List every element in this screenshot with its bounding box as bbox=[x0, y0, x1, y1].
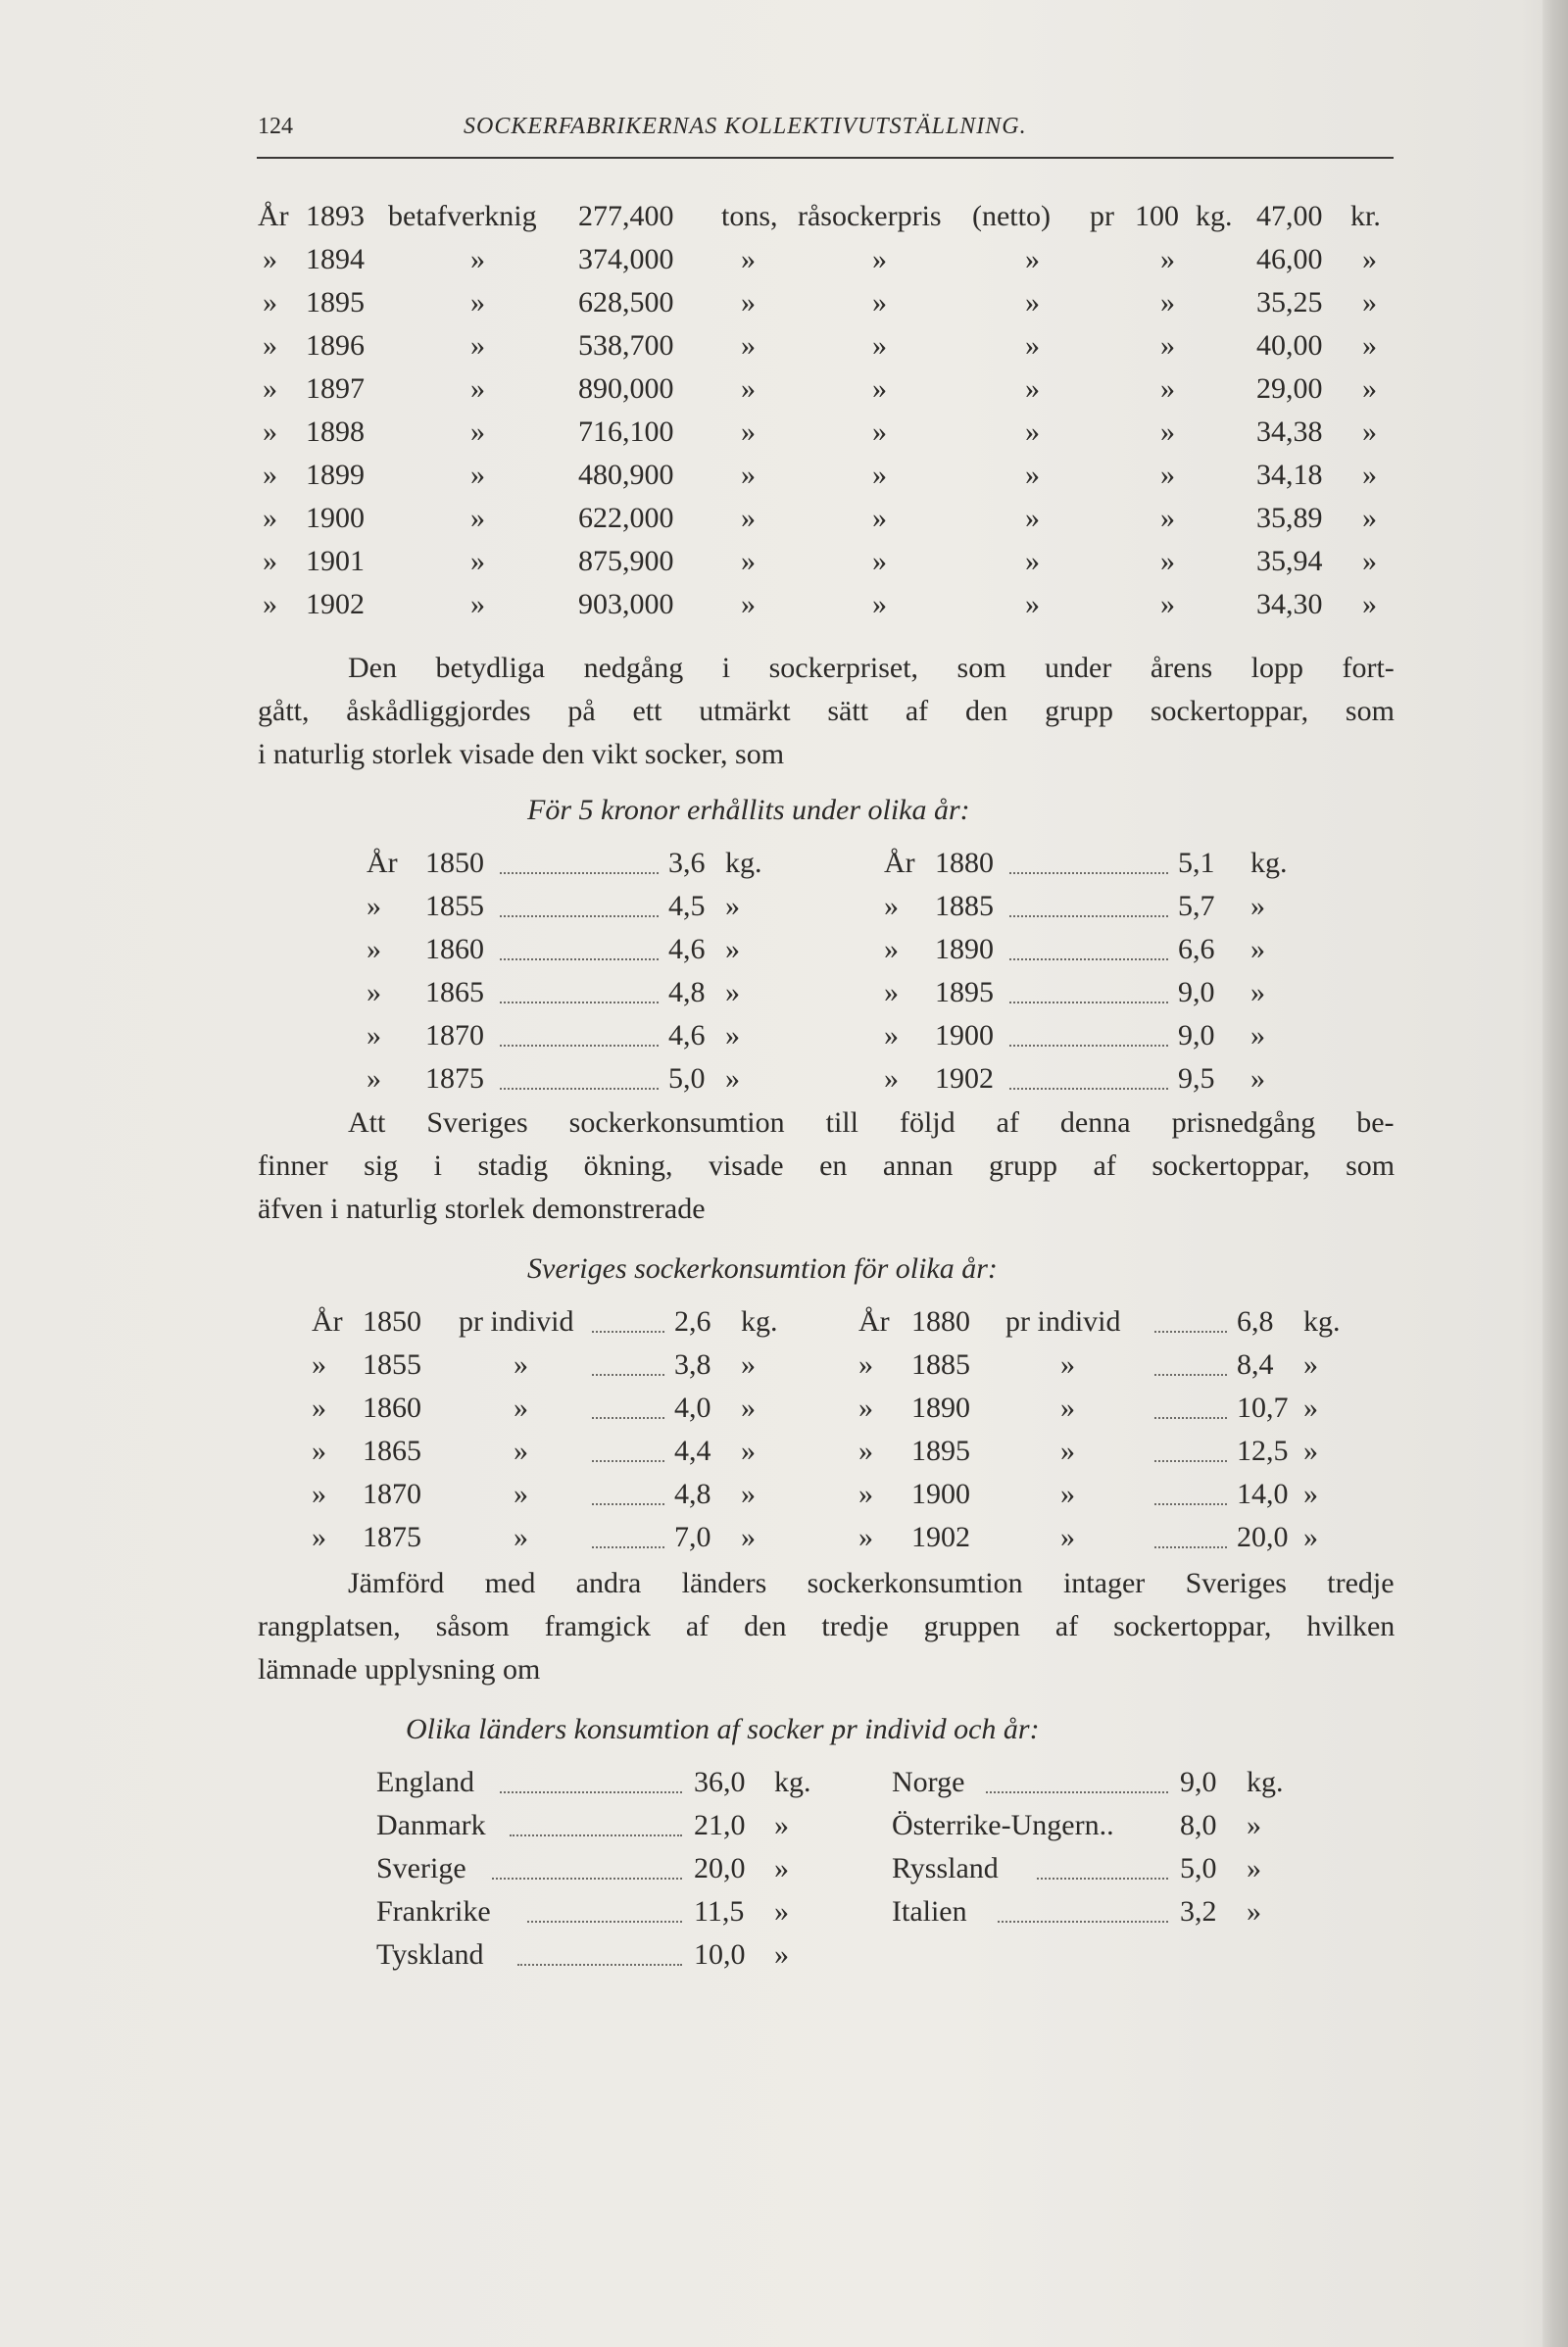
value-cell: 4,0 bbox=[674, 1392, 711, 1424]
ditto-mark: » bbox=[741, 1348, 756, 1381]
ditto-mark: » bbox=[263, 416, 277, 448]
ditto-mark: » bbox=[470, 545, 485, 577]
ditto-mark: » bbox=[872, 372, 887, 405]
dot-leader bbox=[527, 1921, 682, 1923]
country-cell: Frankrike bbox=[376, 1895, 491, 1928]
value-cell: 36,0 bbox=[694, 1766, 746, 1798]
ditto-mark: » bbox=[1250, 890, 1265, 922]
amount-cell: 716,100 bbox=[578, 416, 674, 448]
ditto-mark: » bbox=[774, 1809, 789, 1841]
year-cell: 1890 bbox=[911, 1392, 970, 1424]
ditto-mark: » bbox=[1025, 329, 1040, 362]
dot-leader bbox=[1154, 1546, 1227, 1548]
ditto-mark: » bbox=[312, 1392, 326, 1424]
ditto-mark: » bbox=[872, 416, 887, 448]
value-cell: 10,0 bbox=[694, 1938, 746, 1971]
ditto-mark: » bbox=[1060, 1392, 1075, 1424]
ditto-mark: » bbox=[1250, 1019, 1265, 1051]
ditto-mark: » bbox=[514, 1478, 528, 1510]
ditto-mark: » bbox=[470, 416, 485, 448]
dot-leader bbox=[500, 958, 659, 960]
paren-cell: (netto) bbox=[972, 200, 1051, 232]
running-title: SOCKERFABRIKERNAS KOLLEKTIVUTSTÄLLNING. bbox=[464, 114, 1027, 139]
year-cell: 1902 bbox=[306, 588, 365, 620]
ditto-mark: » bbox=[514, 1392, 528, 1424]
ditto-mark: » bbox=[1025, 372, 1040, 405]
year-cell: 1890 bbox=[935, 933, 994, 965]
ditto-mark: » bbox=[1362, 545, 1377, 577]
country-cell: England bbox=[376, 1766, 474, 1798]
ditto-mark: » bbox=[741, 286, 756, 318]
value-cell: 21,0 bbox=[694, 1809, 746, 1841]
year-cell: 1885 bbox=[911, 1348, 970, 1381]
unit-cell: kg. bbox=[725, 847, 762, 879]
year-cell: 1855 bbox=[425, 890, 484, 922]
value-cell: 9,5 bbox=[1178, 1062, 1215, 1095]
ditto-mark: » bbox=[263, 502, 277, 534]
ditto-mark: » bbox=[1060, 1478, 1075, 1510]
value-cell: 6,8 bbox=[1237, 1305, 1274, 1338]
amount-cell: 622,000 bbox=[578, 502, 674, 534]
dot-leader bbox=[592, 1503, 664, 1505]
pr-individ-cell: pr individ bbox=[459, 1305, 574, 1338]
dot-leader bbox=[592, 1374, 664, 1376]
paragraph-line: finner sig i stadig ökning, visade en annan grupp af sockertoppar, som bbox=[258, 1149, 1396, 1182]
ditto-mark: » bbox=[872, 243, 887, 275]
ditto-mark: » bbox=[514, 1435, 528, 1467]
dot-leader bbox=[500, 915, 659, 917]
year-cell: 1899 bbox=[306, 459, 365, 491]
dot-leader bbox=[592, 1460, 664, 1462]
ditto-mark: » bbox=[1160, 286, 1175, 318]
currency-cell: kr. bbox=[1350, 200, 1381, 232]
ditto-mark: » bbox=[872, 329, 887, 362]
ditto-mark: » bbox=[1362, 502, 1377, 534]
ditto-mark: » bbox=[1025, 459, 1040, 491]
value-cell: 5,7 bbox=[1178, 890, 1215, 922]
ditto-mark: » bbox=[263, 372, 277, 405]
dot-leader bbox=[1154, 1503, 1227, 1505]
ditto-mark: » bbox=[741, 545, 756, 577]
price-cell: 34,18 bbox=[1256, 459, 1323, 491]
ditto-mark: » bbox=[470, 329, 485, 362]
value-cell: 20,0 bbox=[1237, 1521, 1289, 1553]
value-cell: 14,0 bbox=[1237, 1478, 1289, 1510]
ditto-mark: » bbox=[312, 1435, 326, 1467]
ditto-mark: » bbox=[1025, 243, 1040, 275]
year-cell: 1850 bbox=[363, 1305, 421, 1338]
table3-caption: Sveriges sockerkonsumtion för olika år: bbox=[527, 1252, 998, 1285]
country-cell: Danmark bbox=[376, 1809, 486, 1841]
unit-cell: tons, bbox=[721, 200, 778, 232]
ditto-mark: » bbox=[741, 459, 756, 491]
dot-leader bbox=[592, 1417, 664, 1419]
qty-cell: 100 bbox=[1135, 200, 1179, 232]
label-cell: betafverknig bbox=[388, 200, 537, 232]
header-rule bbox=[257, 157, 1394, 159]
ditto-mark: » bbox=[1362, 588, 1377, 620]
year-cell: 1885 bbox=[935, 890, 994, 922]
year-cell: 1870 bbox=[363, 1478, 421, 1510]
dot-leader bbox=[1009, 1045, 1168, 1047]
ditto-mark: » bbox=[514, 1521, 528, 1553]
year-prefix: År bbox=[312, 1305, 343, 1338]
ditto-mark: » bbox=[741, 243, 756, 275]
year-cell: 1898 bbox=[306, 416, 365, 448]
amount-cell: 277,400 bbox=[578, 200, 674, 232]
ditto-mark: » bbox=[470, 588, 485, 620]
year-cell: 1880 bbox=[911, 1305, 970, 1338]
ditto-mark: » bbox=[263, 545, 277, 577]
value-cell: 8,0 bbox=[1180, 1809, 1217, 1841]
price-cell: 35,94 bbox=[1256, 545, 1323, 577]
amount-cell: 903,000 bbox=[578, 588, 674, 620]
paragraph-line: Att Sveriges sockerkonsumtion till följd af denna prisnedgång be- bbox=[348, 1106, 1395, 1139]
ditto-mark: » bbox=[1060, 1521, 1075, 1553]
dot-leader bbox=[1154, 1331, 1227, 1333]
ditto-mark: » bbox=[1247, 1809, 1261, 1841]
year-cell: 1855 bbox=[363, 1348, 421, 1381]
ditto-mark: » bbox=[872, 459, 887, 491]
text-cell: råsockerpris bbox=[798, 200, 942, 232]
ditto-mark: » bbox=[884, 933, 899, 965]
country-cell: Norge bbox=[892, 1766, 965, 1798]
ditto-mark: » bbox=[1025, 545, 1040, 577]
ditto-mark: » bbox=[725, 933, 740, 965]
year-cell: 1880 bbox=[935, 847, 994, 879]
year-cell: 1865 bbox=[425, 976, 484, 1008]
ditto-mark: » bbox=[1160, 372, 1175, 405]
ditto-mark: » bbox=[1160, 416, 1175, 448]
year-cell: 1895 bbox=[306, 286, 365, 318]
value-cell: 3,6 bbox=[668, 847, 706, 879]
table4-caption: Olika länders konsumtion af socker pr individ och år: bbox=[406, 1713, 1040, 1745]
value-cell: 3,2 bbox=[1180, 1895, 1217, 1928]
value-cell: 5,0 bbox=[1180, 1852, 1217, 1884]
year-cell: 1870 bbox=[425, 1019, 484, 1051]
ditto-mark: » bbox=[741, 588, 756, 620]
dot-leader bbox=[510, 1834, 682, 1836]
amount-cell: 628,500 bbox=[578, 286, 674, 318]
value-cell: 4,6 bbox=[668, 1019, 706, 1051]
ditto-mark: » bbox=[1303, 1435, 1318, 1467]
ditto-mark: » bbox=[367, 1062, 381, 1095]
year-cell: 1895 bbox=[935, 976, 994, 1008]
ditto-mark: » bbox=[1160, 329, 1175, 362]
ditto-mark: » bbox=[858, 1392, 873, 1424]
value-cell: 8,4 bbox=[1237, 1348, 1274, 1381]
price-cell: 47,00 bbox=[1256, 200, 1323, 232]
ditto-mark: » bbox=[884, 976, 899, 1008]
unit-cell: kg. bbox=[741, 1305, 778, 1338]
pr-individ-cell: pr individ bbox=[1005, 1305, 1121, 1338]
ditto-mark: » bbox=[1160, 243, 1175, 275]
amount-cell: 875,900 bbox=[578, 545, 674, 577]
dot-leader bbox=[1009, 915, 1168, 917]
year-prefix: År bbox=[858, 1305, 890, 1338]
ditto-mark: » bbox=[774, 1938, 789, 1971]
ditto-mark: » bbox=[470, 502, 485, 534]
ditto-mark: » bbox=[1025, 286, 1040, 318]
value-cell: 10,7 bbox=[1237, 1392, 1289, 1424]
year-cell: 1875 bbox=[363, 1521, 421, 1553]
year-prefix: År bbox=[884, 847, 915, 879]
ditto-mark: » bbox=[741, 329, 756, 362]
ditto-mark: » bbox=[1025, 502, 1040, 534]
ditto-mark: » bbox=[884, 890, 899, 922]
ditto-mark: » bbox=[1250, 933, 1265, 965]
ditto-mark: » bbox=[884, 1062, 899, 1095]
ditto-mark: » bbox=[872, 286, 887, 318]
year-cell: 1902 bbox=[911, 1521, 970, 1553]
page-edge bbox=[1543, 0, 1568, 2347]
value-cell: 4,4 bbox=[674, 1435, 711, 1467]
value-cell: 7,0 bbox=[674, 1521, 711, 1553]
year-cell: 1865 bbox=[363, 1435, 421, 1467]
dot-leader bbox=[500, 1045, 659, 1047]
unit-cell: kg. bbox=[1250, 847, 1288, 879]
dot-leader bbox=[500, 1002, 659, 1003]
ditto-mark: » bbox=[514, 1348, 528, 1381]
paragraph-line: Den betydliga nedgång i sockerpriset, som under årens lopp fort- bbox=[348, 652, 1395, 684]
kg-cell: kg. bbox=[1196, 200, 1233, 232]
ditto-mark: » bbox=[725, 1019, 740, 1051]
country-cell: Italien bbox=[892, 1895, 967, 1928]
ditto-mark: » bbox=[1362, 329, 1377, 362]
dot-leader bbox=[1154, 1460, 1227, 1462]
dot-leader bbox=[1154, 1417, 1227, 1419]
ditto-mark: » bbox=[858, 1348, 873, 1381]
paragraph-line: lämnade upplysning om bbox=[258, 1653, 541, 1686]
ditto-mark: » bbox=[774, 1852, 789, 1884]
paragraph-line: äfven i naturlig storlek demonstrerade bbox=[258, 1193, 706, 1225]
paragraph-3 bbox=[258, 1562, 1395, 1691]
ditto-mark: » bbox=[725, 1062, 740, 1095]
value-cell: 9,0 bbox=[1178, 976, 1215, 1008]
ditto-mark: » bbox=[263, 459, 277, 491]
ditto-mark: » bbox=[1303, 1478, 1318, 1510]
ditto-mark: » bbox=[367, 933, 381, 965]
value-cell: 5,0 bbox=[668, 1062, 706, 1095]
ditto-mark: » bbox=[312, 1521, 326, 1553]
ditto-mark: » bbox=[263, 329, 277, 362]
dot-leader bbox=[1009, 872, 1168, 874]
dot-leader bbox=[998, 1921, 1168, 1923]
ditto-mark: » bbox=[1362, 372, 1377, 405]
price-cell: 46,00 bbox=[1256, 243, 1323, 275]
ditto-mark: » bbox=[1160, 588, 1175, 620]
value-cell: 6,6 bbox=[1178, 933, 1215, 965]
ditto-mark: » bbox=[1250, 1062, 1265, 1095]
ditto-mark: » bbox=[884, 1019, 899, 1051]
unit-cell: kg. bbox=[1303, 1305, 1341, 1338]
value-cell: 4,6 bbox=[668, 933, 706, 965]
paragraph-1 bbox=[258, 647, 1395, 776]
value-cell: 20,0 bbox=[694, 1852, 746, 1884]
ditto-mark: » bbox=[741, 1521, 756, 1553]
value-cell: 5,1 bbox=[1178, 847, 1215, 879]
ditto-mark: » bbox=[872, 545, 887, 577]
ditto-mark: » bbox=[872, 502, 887, 534]
ditto-mark: » bbox=[470, 372, 485, 405]
dot-leader bbox=[492, 1878, 682, 1880]
ditto-mark: » bbox=[470, 459, 485, 491]
ditto-mark: » bbox=[1362, 286, 1377, 318]
price-cell: 34,38 bbox=[1256, 416, 1323, 448]
ditto-mark: » bbox=[1362, 243, 1377, 275]
ditto-mark: » bbox=[1160, 459, 1175, 491]
table2-caption: För 5 kronor erhållits under olika år: bbox=[527, 794, 970, 826]
value-cell: 4,8 bbox=[668, 976, 706, 1008]
paragraph-2 bbox=[258, 1101, 1395, 1231]
ditto-mark: » bbox=[725, 890, 740, 922]
ditto-mark: » bbox=[367, 976, 381, 1008]
value-cell: 12,5 bbox=[1237, 1435, 1289, 1467]
ditto-mark: » bbox=[1160, 502, 1175, 534]
dot-leader bbox=[1154, 1374, 1227, 1376]
dot-leader bbox=[1009, 958, 1168, 960]
ditto-mark: » bbox=[858, 1521, 873, 1553]
ditto-mark: » bbox=[1303, 1392, 1318, 1424]
price-cell: 40,00 bbox=[1256, 329, 1323, 362]
pr-cell: pr bbox=[1090, 200, 1114, 232]
ditto-mark: » bbox=[1025, 588, 1040, 620]
ditto-mark: » bbox=[1025, 416, 1040, 448]
country-cell: Sverige bbox=[376, 1852, 466, 1884]
ditto-mark: » bbox=[263, 286, 277, 318]
dot-leader bbox=[517, 1964, 682, 1966]
paragraph-line: gått, åskådliggjordes på ett utmärkt sätt af den grupp sockertoppar, som bbox=[258, 695, 1395, 727]
ditto-mark: » bbox=[741, 372, 756, 405]
ditto-mark: » bbox=[741, 502, 756, 534]
ditto-mark: » bbox=[367, 890, 381, 922]
price-cell: 35,25 bbox=[1256, 286, 1323, 318]
page-number: 124 bbox=[258, 114, 293, 139]
year-cell: 1860 bbox=[363, 1392, 421, 1424]
page-header bbox=[258, 114, 1395, 153]
dot-leader bbox=[500, 872, 659, 874]
country-cell: Ryssland bbox=[892, 1852, 999, 1884]
value-cell: 9,0 bbox=[1178, 1019, 1215, 1051]
year-prefix: År bbox=[258, 200, 289, 232]
ditto-mark: » bbox=[1303, 1348, 1318, 1381]
ditto-mark: » bbox=[312, 1478, 326, 1510]
dot-leader bbox=[1037, 1878, 1168, 1880]
ditto-mark: » bbox=[1160, 545, 1175, 577]
ditto-mark: » bbox=[263, 588, 277, 620]
value-cell: 11,5 bbox=[694, 1895, 745, 1928]
dot-leader bbox=[500, 1791, 682, 1793]
paragraph-line: rangplatsen, såsom framgick af den tredje gruppen af sockertoppar, hvilken bbox=[258, 1610, 1396, 1642]
year-cell: 1900 bbox=[306, 502, 365, 534]
year-cell: 1893 bbox=[306, 200, 365, 232]
ditto-mark: » bbox=[367, 1019, 381, 1051]
ditto-mark: » bbox=[1247, 1895, 1261, 1928]
year-cell: 1901 bbox=[306, 545, 365, 577]
ditto-mark: » bbox=[858, 1478, 873, 1510]
year-cell: 1894 bbox=[306, 243, 365, 275]
ditto-mark: » bbox=[741, 1392, 756, 1424]
ditto-mark: » bbox=[872, 588, 887, 620]
year-prefix: År bbox=[367, 847, 398, 879]
paragraph-line: Jämförd med andra länders sockerkonsumtion intager Sveriges tredje bbox=[348, 1567, 1395, 1599]
amount-cell: 480,900 bbox=[578, 459, 674, 491]
value-cell: 9,0 bbox=[1180, 1766, 1217, 1798]
price-cell: 34,30 bbox=[1256, 588, 1323, 620]
value-cell: 3,8 bbox=[674, 1348, 711, 1381]
ditto-mark: » bbox=[741, 1478, 756, 1510]
ditto-mark: » bbox=[470, 286, 485, 318]
value-cell: 4,5 bbox=[668, 890, 706, 922]
ditto-mark: » bbox=[741, 416, 756, 448]
dot-leader bbox=[592, 1546, 664, 1548]
ditto-mark: » bbox=[1247, 1852, 1261, 1884]
ditto-mark: » bbox=[263, 243, 277, 275]
country-cell: Österrike-Ungern.. bbox=[892, 1809, 1114, 1841]
country-cell: Tyskland bbox=[376, 1938, 484, 1971]
year-cell: 1875 bbox=[425, 1062, 484, 1095]
dot-leader bbox=[1009, 1002, 1168, 1003]
amount-cell: 374,000 bbox=[578, 243, 674, 275]
value-cell: 2,6 bbox=[674, 1305, 711, 1338]
ditto-mark: » bbox=[1303, 1521, 1318, 1553]
dot-leader bbox=[592, 1331, 664, 1333]
ditto-mark: » bbox=[470, 243, 485, 275]
price-cell: 35,89 bbox=[1256, 502, 1323, 534]
ditto-mark: » bbox=[725, 976, 740, 1008]
dot-leader bbox=[500, 1088, 659, 1090]
ditto-mark: » bbox=[1060, 1435, 1075, 1467]
ditto-mark: » bbox=[774, 1895, 789, 1928]
year-cell: 1897 bbox=[306, 372, 365, 405]
ditto-mark: » bbox=[741, 1435, 756, 1467]
unit-cell: kg. bbox=[774, 1766, 811, 1798]
ditto-mark: » bbox=[312, 1348, 326, 1381]
year-cell: 1895 bbox=[911, 1435, 970, 1467]
ditto-mark: » bbox=[1362, 416, 1377, 448]
year-cell: 1850 bbox=[425, 847, 484, 879]
ditto-mark: » bbox=[1250, 976, 1265, 1008]
dot-leader bbox=[1009, 1088, 1168, 1090]
year-cell: 1900 bbox=[935, 1019, 994, 1051]
amount-cell: 890,000 bbox=[578, 372, 674, 405]
year-cell: 1900 bbox=[911, 1478, 970, 1510]
paragraph-line: i naturlig storlek visade den vikt socker, som bbox=[258, 738, 785, 770]
amount-cell: 538,700 bbox=[578, 329, 674, 362]
ditto-mark: » bbox=[858, 1435, 873, 1467]
value-cell: 4,8 bbox=[674, 1478, 711, 1510]
year-cell: 1860 bbox=[425, 933, 484, 965]
ditto-mark: » bbox=[1060, 1348, 1075, 1381]
unit-cell: kg. bbox=[1247, 1766, 1284, 1798]
dot-leader bbox=[986, 1791, 1168, 1793]
price-cell: 29,00 bbox=[1256, 372, 1323, 405]
year-cell: 1896 bbox=[306, 329, 365, 362]
year-cell: 1902 bbox=[935, 1062, 994, 1095]
ditto-mark: » bbox=[1362, 459, 1377, 491]
